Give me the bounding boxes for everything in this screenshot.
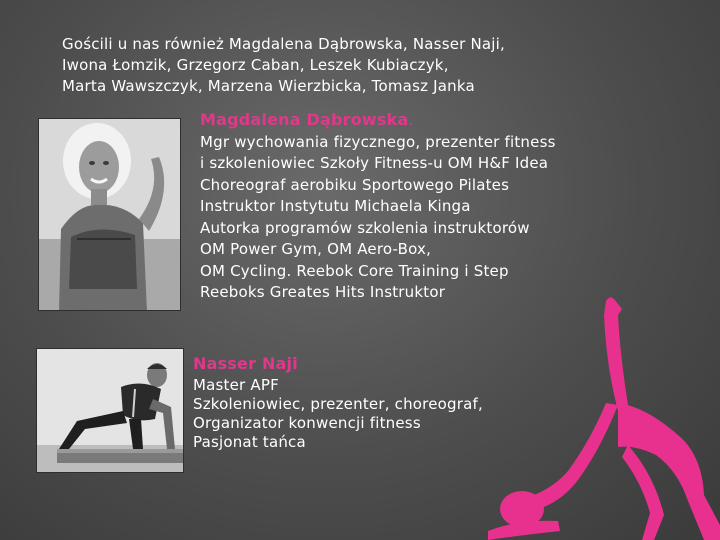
portrait-woman-icon	[39, 119, 181, 311]
intro-line: Iwona Łomzik, Grzegorz Caban, Leszek Kubiaczyk,	[62, 56, 449, 74]
bio-line: Szkoleniowiec, prezenter, choreograf,	[193, 394, 483, 413]
yoga-silhouette-icon	[478, 295, 720, 540]
portrait-man-exercise-icon	[37, 349, 184, 473]
bio-line: Mgr wychowania fizycznego, prezenter fitness	[200, 132, 556, 151]
bio-line: Pasjonat tańca	[193, 432, 306, 451]
bio-line: Autorka programów szkolenia instruktorów	[200, 218, 530, 237]
bio-line: Instruktor Instytutu Michaela Kinga	[200, 197, 471, 215]
bio-line: OM Power Gym, OM Aero-Box,	[200, 240, 432, 258]
bio-magdalena	[200, 110, 556, 304]
bio-line: Organizator konwencji fitness	[193, 413, 421, 432]
bio-line: Choreograf aerobiku Sportowego Pilates	[200, 175, 510, 194]
intro-line: Gościli u nas również Magdalena Dąbrowska, Nasser Naji,	[62, 35, 505, 53]
bio-name	[193, 354, 483, 376]
intro-text	[62, 34, 622, 97]
photo-nasser	[36, 348, 184, 473]
bio-name-text: Nasser Naji	[193, 354, 298, 373]
bio-line: Reeboks Greates Hits Instruktor	[200, 283, 446, 301]
bio-nasser	[193, 354, 483, 452]
photo-magdalena	[38, 118, 181, 311]
bio-name-text: Magdalena Dąbrowska	[200, 110, 409, 129]
intro-line: Marta Wawszczyk, Marzena Wierzbicka, Tomasz Janka	[62, 77, 475, 95]
bio-line: Master APF	[193, 375, 279, 394]
bio-line: OM Cycling. Reebok Core Training i Step	[200, 261, 509, 280]
bio-line: i szkoleniowiec Szkoły Fitness-u OM H&F Idea	[200, 154, 549, 172]
bio-name	[200, 110, 556, 132]
bio-name-suffix: .	[408, 111, 414, 129]
